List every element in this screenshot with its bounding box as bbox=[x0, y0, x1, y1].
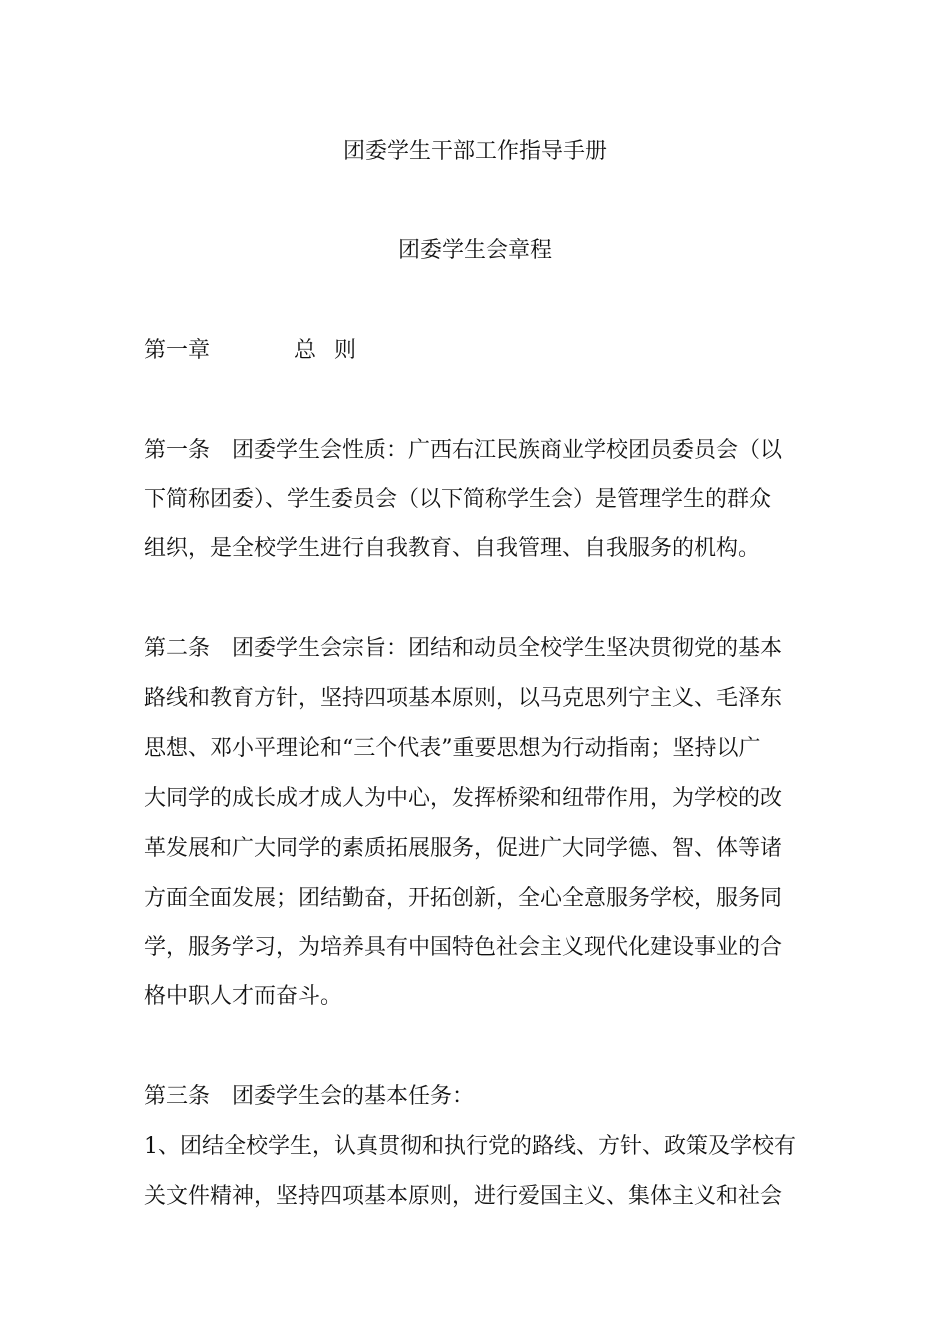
chapter-name-part2: 则 bbox=[334, 338, 357, 363]
article-1-line-1: 第一条 团委学生会性质：广西右江民族商业学校团员委员会（以 bbox=[144, 438, 783, 463]
article-1-line-3: 组织，是全校学生进行自我教育、自我管理、自我服务的机构。 bbox=[144, 536, 761, 561]
article-2-line-1: 第二条 团委学生会宗旨：团结和动员全校学生坚决贯彻党的基本 bbox=[144, 636, 783, 661]
article-3-line-3: 关文件精神，坚持四项基本原则，进行爱国主义、集体主义和社会 bbox=[144, 1184, 783, 1209]
article-2-line-2: 路线和教育方针，坚持四项基本原则，以马克思列宁主义、毛泽东 bbox=[144, 686, 783, 711]
article-2-line-6: 方面全面发展；团结勤奋，开拓创新，全心全意服务学校，服务同 bbox=[144, 886, 783, 911]
article-2-line-5: 革发展和广大同学的素质拓展服务，促进广大同学德、智、体等诸 bbox=[144, 836, 783, 861]
article-2-line-7: 学，服务学习，为培养具有中国特色社会主义现代化建设事业的合 bbox=[144, 935, 783, 960]
chapter-number: 第一章 bbox=[144, 338, 211, 363]
article-2-line-3: 思想、邓小平理论和“三个代表”重要思想为行动指南；坚持以广 bbox=[144, 736, 761, 761]
chapter-heading bbox=[144, 336, 814, 366]
document-title: 团委学生干部工作指导手册 bbox=[342, 139, 607, 164]
document-subtitle: 团委学生会章程 bbox=[397, 238, 552, 263]
chapter-name-part1: 总 bbox=[294, 338, 317, 363]
article-1-line-2: 下简称团委）、学生委员会（以下简称学生会）是管理学生的群众 bbox=[144, 487, 772, 512]
article-3-line-1: 第三条 团委学生会的基本任务： bbox=[144, 1084, 475, 1109]
article-2-line-8: 格中职人才而奋斗。 bbox=[144, 984, 343, 1009]
article-3-line-2: 1、团结全校学生，认真贯彻和执行党的路线、方针、政策及学校有 bbox=[144, 1134, 796, 1159]
article-2-line-4: 大同学的成长成才成人为中心，发挥桥梁和纽带作用，为学校的改 bbox=[144, 786, 783, 811]
